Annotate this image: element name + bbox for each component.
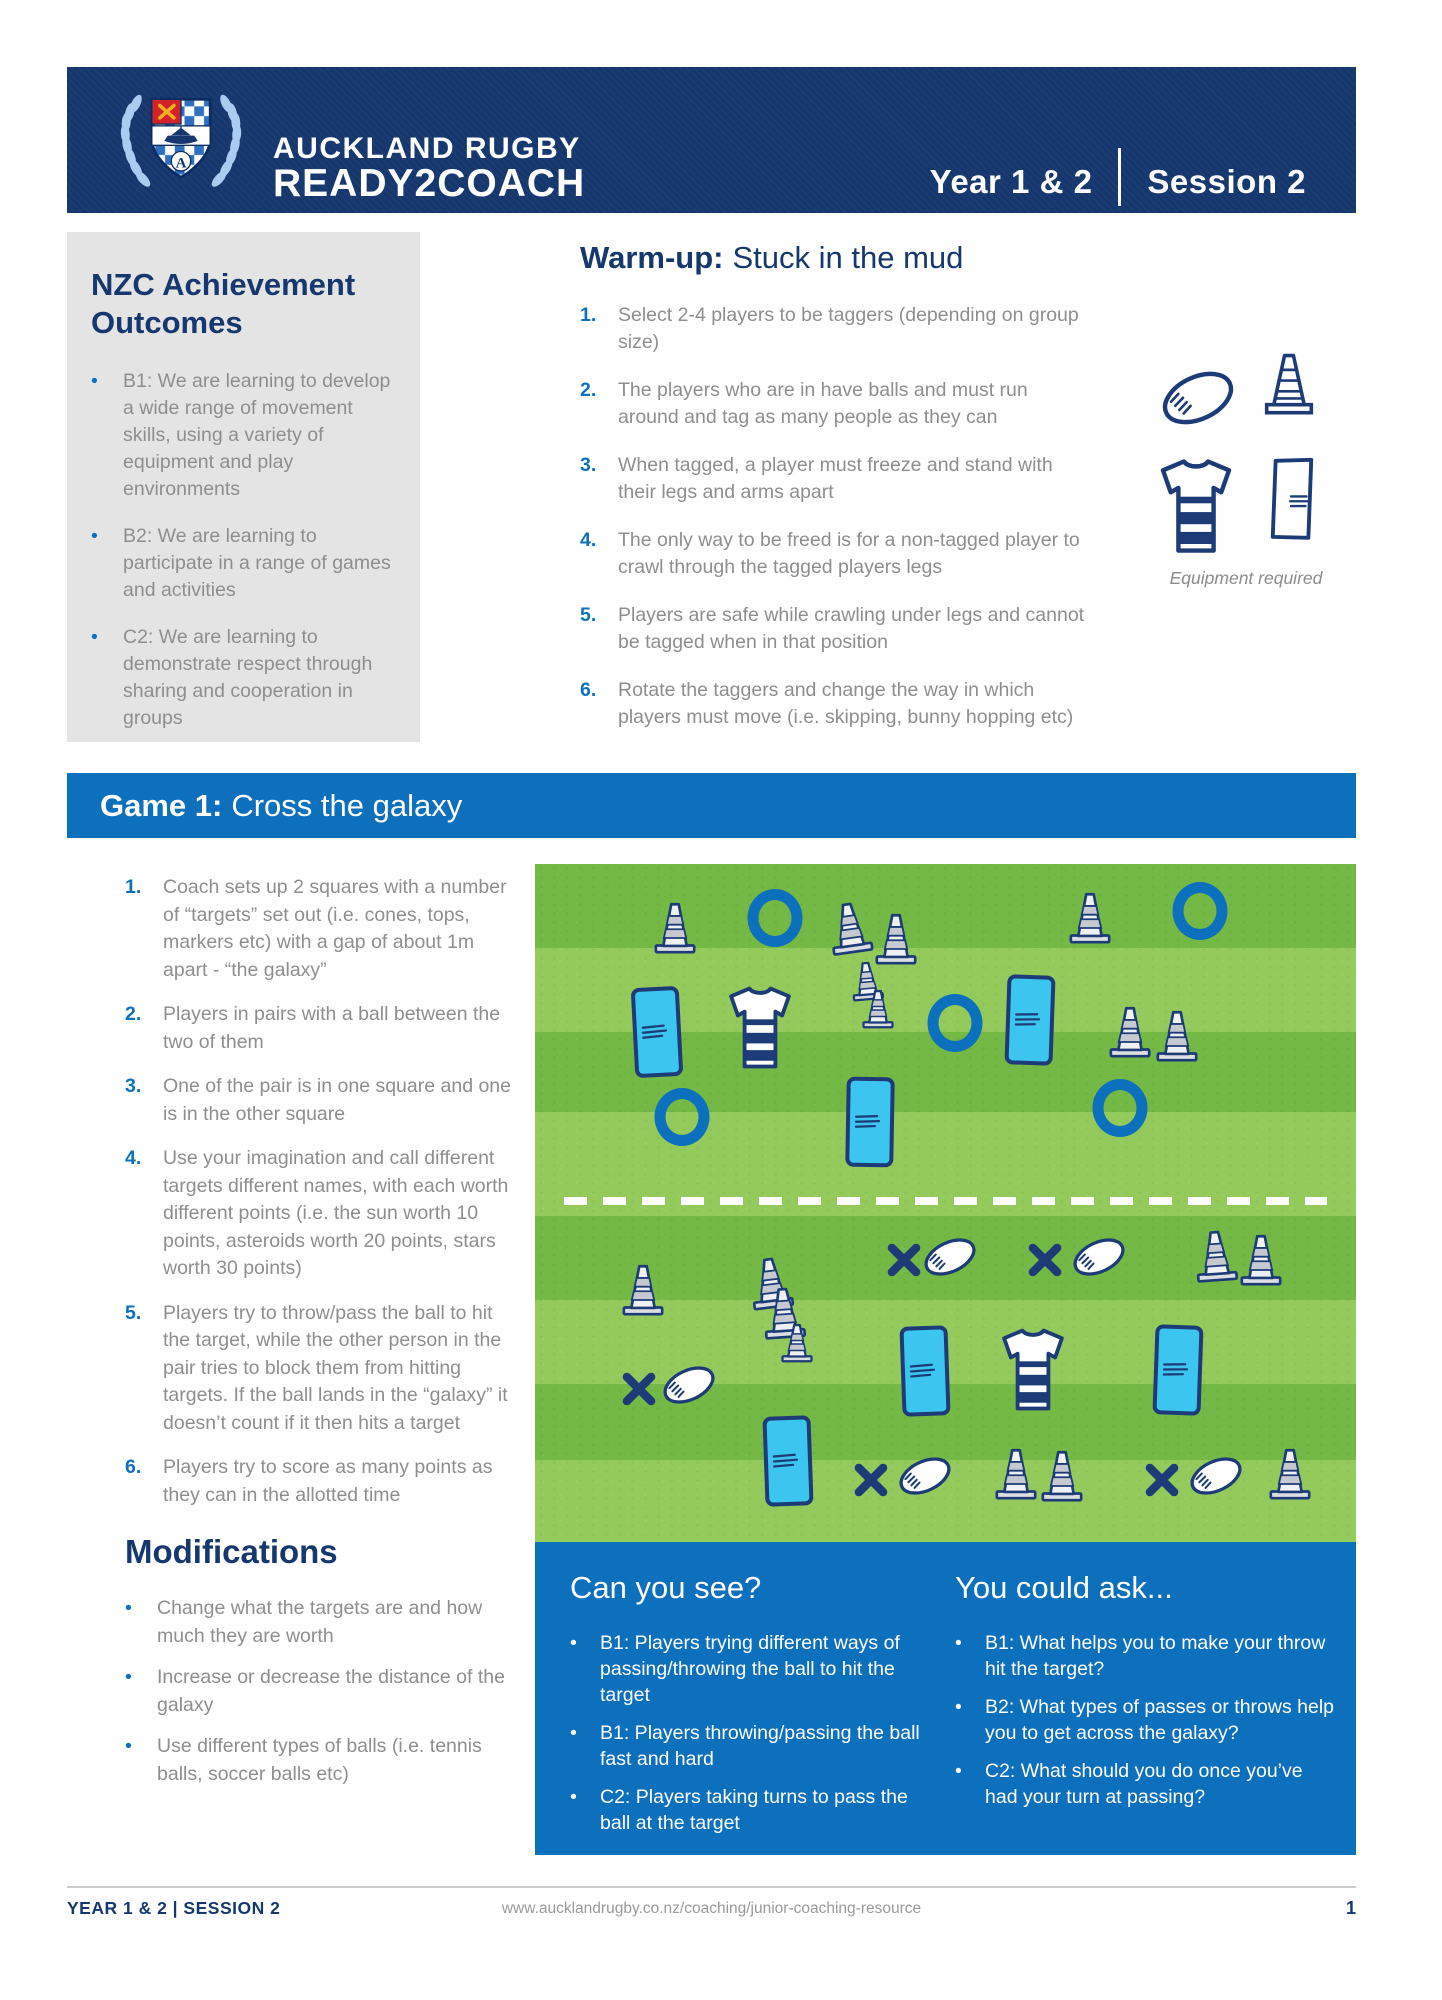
cone-icon: [824, 899, 876, 958]
tube-icon: [898, 1324, 951, 1418]
game1-banner: [67, 773, 1356, 838]
warmup-step: [580, 302, 1085, 356]
tube-icon: [629, 985, 684, 1079]
item-text: When tagged, a player must freeze and stand with their legs and arms apart: [618, 454, 1053, 503]
modification-item: [125, 1664, 517, 1719]
ring-icon: [928, 994, 983, 1052]
bullet-dot-icon: •: [955, 1696, 962, 1718]
item-text: Change what the targets are and how much they are worth: [157, 1597, 483, 1647]
nzc-outcomes-box: [67, 232, 420, 742]
cone-icon: [1108, 1005, 1153, 1058]
x-marker-icon: [619, 1368, 660, 1409]
warmup-title: [580, 240, 1085, 276]
footer-url: www.aucklandrugby.co.nz/coaching/junior-coaching-resource: [501, 1900, 922, 1917]
bullet-dot-icon: •: [91, 525, 98, 547]
step-number: 1.: [125, 876, 142, 898]
cone-icon: [874, 912, 919, 965]
rugby-ball-icon: [1156, 368, 1240, 428]
can-you-see-item: [570, 1630, 942, 1708]
cone-icon: [1238, 1233, 1283, 1286]
step-number: 5.: [580, 604, 597, 626]
outcome-item: [91, 523, 396, 604]
warmup-title-rest: Stuck in the mud: [732, 240, 964, 275]
coaching-questions-panel: [535, 1542, 1356, 1855]
step-number: 2.: [125, 1003, 142, 1025]
bullet-dot-icon: •: [125, 1666, 132, 1688]
item-text: Players in pairs with a ball between the two of them: [163, 1003, 501, 1053]
item-text: Use different types of balls (i.e. tennis balls, soccer balls etc): [157, 1735, 482, 1785]
cone-icon: [652, 902, 697, 955]
footer-page-number: 1: [1345, 1898, 1356, 1918]
item-text: Coach sets up 2 squares with a number of “targets” set out (i.e. cones, tops, markers etc) with a gap of about 1m apart - “the galaxy”: [163, 876, 507, 981]
tube-icon: [844, 1075, 896, 1168]
equipment-caption: Equipment required: [1169, 568, 1323, 588]
warmup-step: [580, 527, 1085, 581]
item-text: C2: We are learning to demonstrate respect through sharing and cooperation in groups: [123, 626, 373, 729]
bullet-dot-icon: •: [955, 1632, 962, 1654]
game1-step: [125, 1300, 517, 1438]
item-text: Rotate the taggers and change the way in which players must move (i.e. skipping, bunny hopping etc): [618, 679, 1074, 728]
item-text: The only way to be freed is for a non-tagged player to crawl through the tagged players legs: [618, 529, 1080, 578]
warmup-title-bold: Warm-up:: [580, 240, 724, 275]
cone-icon: [1268, 1448, 1313, 1501]
item-text: B2: What types of passes or throws help you to get across the galaxy?: [985, 1696, 1335, 1744]
tube-icon: [1151, 1323, 1204, 1417]
item-text: Select 2-4 players to be taggers (depending on group size): [618, 304, 1079, 353]
jersey-icon: [721, 984, 798, 1073]
modifications-title: Modifications: [125, 1533, 338, 1570]
ring-icon: [1173, 882, 1228, 940]
cone-icon: [1155, 1010, 1200, 1063]
footer-divider: [67, 1886, 1356, 1888]
item-text: Increase or decrease the distance of the galaxy: [157, 1666, 505, 1716]
warmup-section: [580, 240, 1085, 752]
game1-title-rest: Cross the galaxy: [231, 787, 463, 823]
warmup-step: [580, 452, 1085, 506]
halfway-dashed-line: [564, 1197, 1328, 1205]
item-text: Players try to score as many points as they can in the allotted time: [163, 1456, 493, 1506]
bullet-dot-icon: •: [570, 1632, 577, 1654]
item-text: C2: What should you do once you’ve had your turn at passing?: [985, 1760, 1303, 1808]
item-text: Players are safe while crawling under legs and cannot be tagged when in that position: [618, 604, 1085, 653]
can-you-see-item: [570, 1720, 942, 1772]
game1-step: [125, 874, 517, 984]
step-number: 4.: [580, 529, 597, 551]
cone-icon: [621, 1263, 666, 1316]
game1-step: [125, 1145, 517, 1283]
auckland-rugby-crest-icon: [97, 83, 265, 202]
cone-icon: [1067, 892, 1112, 945]
bullet-dot-icon: •: [91, 626, 98, 648]
step-number: 5.: [125, 1301, 142, 1324]
item-text: B1: What helps you to make your throw hit the target?: [985, 1632, 1326, 1680]
header-divider: [1118, 148, 1121, 206]
small-cone-icon: [861, 989, 895, 1029]
can-you-see-list: [570, 1630, 942, 1836]
ball-icon: [895, 1454, 955, 1498]
warmup-step: [580, 677, 1085, 731]
ball-icon: [920, 1235, 980, 1279]
cone-icon: [994, 1448, 1039, 1501]
bullet-dot-icon: •: [955, 1760, 962, 1782]
step-number: 2.: [580, 379, 597, 401]
header-session-info: [930, 153, 1306, 211]
game1-steps-list: [125, 874, 517, 1509]
step-number: 3.: [125, 1075, 142, 1097]
x-marker-icon: [850, 1460, 891, 1501]
bullet-dot-icon: •: [570, 1786, 577, 1808]
can-you-see-item: [570, 1784, 942, 1836]
cone-icon: [1191, 1228, 1240, 1284]
brand-line-1: AUCKLAND RUGBY: [273, 132, 581, 165]
modification-item: [125, 1595, 517, 1650]
jersey-icon: [1152, 456, 1240, 557]
brand-wordmark: [273, 133, 585, 204]
warmup-step: [580, 602, 1085, 656]
jersey-icon: [995, 1326, 1072, 1415]
game1-title-bold: Game 1:: [100, 787, 223, 823]
warmup-steps-list: [580, 302, 1085, 731]
svg-text:A: A: [175, 155, 187, 172]
outcome-item: [91, 368, 396, 503]
step-number: 6.: [580, 679, 597, 701]
equipment-required: [1150, 352, 1345, 602]
item-text: B1: Players trying different ways of passing/throwing the ball to hit the target: [600, 1632, 900, 1706]
you-could-ask-title: You could ask...: [955, 1570, 1173, 1605]
x-marker-icon: [1024, 1239, 1065, 1280]
step-number: 6.: [125, 1456, 142, 1478]
ball-icon: [659, 1363, 719, 1407]
tackle-pad-icon: [1266, 456, 1318, 543]
ball-icon: [1069, 1235, 1129, 1279]
footer-session-label: YEAR 1 & 2 | SESSION 2: [67, 1898, 281, 1918]
you-could-ask-item: [955, 1758, 1340, 1810]
warmup-step: [580, 377, 1085, 431]
bullet-dot-icon: •: [91, 370, 98, 392]
game1-step: [125, 1001, 517, 1056]
game-field-illustration: [535, 864, 1356, 1542]
item-text: One of the pair is in one square and one is in the other square: [163, 1075, 511, 1125]
tube-icon: [761, 1414, 814, 1508]
outcome-item: [91, 624, 396, 732]
bullet-dot-icon: •: [125, 1735, 132, 1757]
item-text: Use your imagination and call different targets different names, with each worth different points (i.e. the sun worth 10 points, asteroids worth 20 points, stars worth 30 points): [163, 1147, 509, 1279]
step-number: 3.: [580, 454, 597, 476]
item-text: B1: Players throwing/passing the ball fast and hard: [600, 1722, 920, 1770]
can-you-see-title: Can you see?: [570, 1570, 762, 1605]
can-you-see-column: [570, 1570, 942, 1848]
bullet-dot-icon: •: [570, 1722, 577, 1744]
ring-icon: [747, 889, 802, 947]
year-label: Year 1 & 2: [929, 163, 1093, 200]
item-text: The players who are in have balls and must run around and tag as many people as they can: [618, 379, 1028, 428]
page-header: [67, 67, 1356, 213]
step-number: 4.: [125, 1147, 142, 1169]
you-could-ask-item: [955, 1694, 1340, 1746]
game1-instructions-column: [125, 874, 517, 1802]
nzc-outcomes-list: [91, 368, 396, 732]
ring-icon: [654, 1088, 709, 1146]
brand-line-2: READY2COACH: [273, 162, 586, 205]
game1-step: [125, 1073, 517, 1128]
you-could-ask-item: [955, 1630, 1340, 1682]
item-text: B1: We are learning to develop a wide range of movement skills, using a variety of equipment and play environments: [123, 370, 391, 500]
cone-icon: [1264, 352, 1314, 416]
ball-icon: [1186, 1454, 1246, 1498]
game1-step: [125, 1454, 517, 1509]
modifications-list: [125, 1595, 517, 1788]
item-text: B2: We are learning to participate in a range of games and activities: [123, 525, 391, 601]
modification-item: [125, 1733, 517, 1788]
item-text: Players try to throw/pass the ball to hit the target, while the other person in the pair tries to block them from hitting targets. If the ball lands in the “galaxy” it doesn’t count if it then hits a target: [163, 1301, 508, 1434]
item-text: C2: Players taking turns to pass the ball at the target: [600, 1786, 908, 1834]
cone-icon: [1040, 1449, 1085, 1502]
small-cone-icon: [780, 1323, 814, 1363]
session-label: Session 2: [1147, 163, 1306, 200]
ring-icon: [1093, 1079, 1148, 1137]
tube-icon: [1003, 973, 1056, 1067]
bullet-dot-icon: •: [125, 1597, 132, 1619]
step-number: 1.: [580, 304, 597, 326]
you-could-ask-column: [955, 1570, 1340, 1822]
you-could-ask-list: [955, 1630, 1340, 1810]
page-footer: [67, 1898, 1356, 1928]
nzc-outcomes-title: NZC Achievement Outcomes: [91, 267, 356, 340]
x-marker-icon: [1142, 1460, 1183, 1501]
